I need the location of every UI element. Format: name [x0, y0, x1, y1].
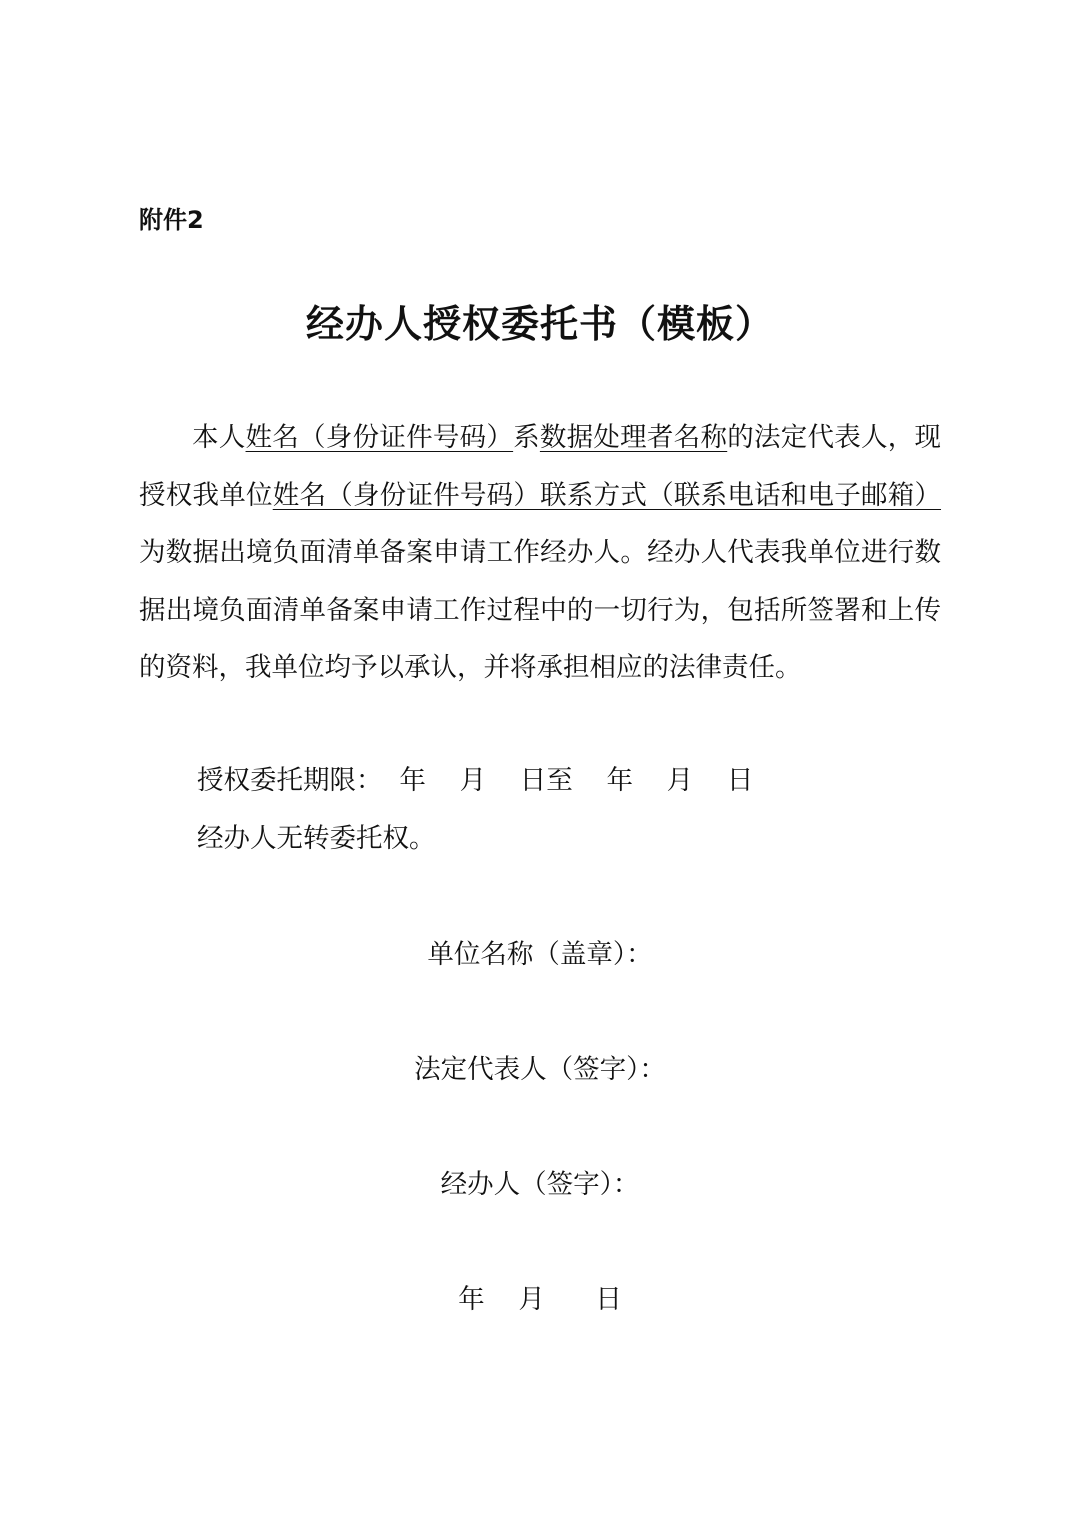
signature-date-line — [0, 1271, 1080, 1329]
legal-representative-signature-line: 法定代表人（签字）： — [414, 1054, 666, 1085]
text-segment: 的法定代表人，现授权我单位 — [139, 422, 942, 511]
attachment-label: 附件2 — [139, 206, 204, 234]
authorization-paragraph — [139, 409, 941, 697]
period-start-month: 月 — [459, 765, 487, 796]
no-redelegation-statement: 经办人无转委托权。 — [197, 823, 436, 854]
data-processor-name-placeholder: 数据处理者名称 — [539, 422, 728, 453]
date-month: 月 — [518, 1284, 545, 1315]
text-segment: 本人 — [192, 422, 246, 453]
agent-signature-line: 经办人（签字）： — [440, 1169, 640, 1200]
period-label: 授权委托期限： — [197, 765, 383, 796]
text-segment: 为数据出境负面清单备案申请工作经办人。经办人代表我单位进行数据出境负面清单备案申请工作过程中的一切行为，包括所签署和上传的资料，我单位均予以承认，并将承担相应的法律责任。 — [139, 537, 941, 683]
document-title: 经办人授权委托书（模板） — [305, 301, 774, 346]
date-day: 日 — [595, 1284, 622, 1315]
authorization-body — [139, 409, 941, 697]
text-segment: 系 — [513, 422, 540, 453]
period-start-day-to: 日至 — [519, 765, 573, 796]
period-start-year: 年 — [399, 765, 426, 796]
authorization-period — [197, 752, 753, 810]
period-end-year: 年 — [606, 765, 633, 796]
period-end-day: 日 — [726, 765, 754, 796]
principal-name-id-placeholder: 姓名（身份证件号码） — [245, 422, 514, 453]
date-year: 年 — [458, 1284, 485, 1315]
agent-name-contact-placeholder: 姓名（身份证件号码）联系方式（联系电话和电子邮箱） — [272, 479, 942, 511]
unit-name-seal-line: 单位名称（盖章）： — [427, 939, 653, 970]
period-end-month: 月 — [666, 765, 694, 796]
